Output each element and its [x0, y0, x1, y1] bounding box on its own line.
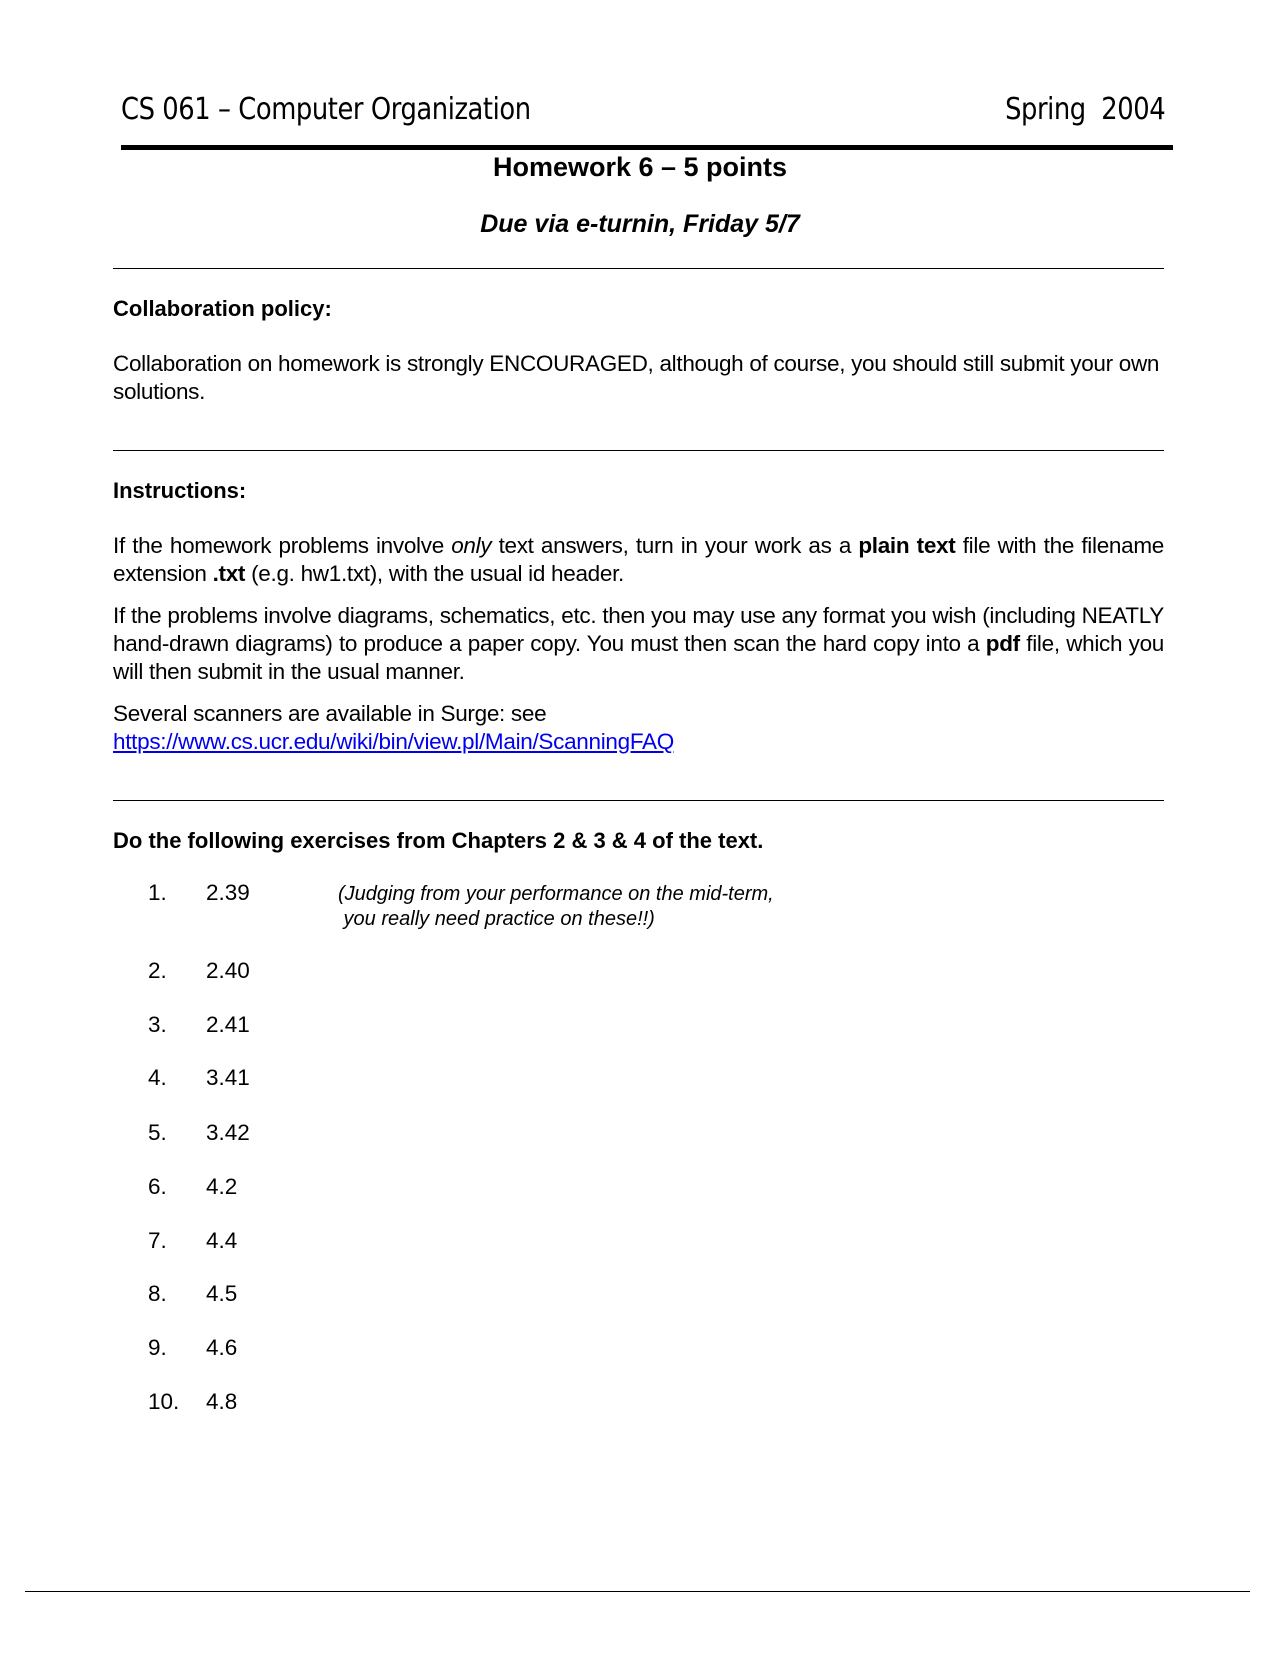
exercise-number: 1.	[148, 880, 167, 905]
header-rule	[121, 145, 1173, 150]
exercise-value: 4.4	[206, 1228, 238, 1253]
emphasis-pdf: pdf	[985, 631, 1020, 656]
exercise-item	[148, 1174, 237, 1200]
footer-rule	[25, 1591, 1250, 1592]
exercise-value: 2.41	[206, 1012, 250, 1037]
exercise-item	[148, 1228, 237, 1254]
term-label: Spring 2004	[1004, 92, 1165, 127]
text-run: text answers, turn in your work as a	[491, 533, 859, 558]
text-run: If the problems involve diagrams, schematics, etc. then you may use any format you wish (including NEATLY hand-drawn diagrams) to produce a paper copy. You must then scan the hard copy into a	[113, 603, 1164, 656]
exercise-item	[148, 1335, 237, 1361]
collaboration-heading: Collaboration policy:	[113, 296, 332, 321]
exercise-number: 2.	[148, 958, 167, 983]
exercise-value: 4.5	[206, 1281, 238, 1306]
text-run: (e.g. hw1.txt), with the usual id header.	[245, 561, 625, 586]
text-run: Several scanners are available in Surge: see	[113, 701, 547, 726]
scanning-faq-link[interactable]: https://www.cs.ucr.edu/wiki/bin/view.pl/Main/ScanningFAQ	[113, 729, 674, 754]
exercise-number: 9.	[148, 1335, 167, 1360]
exercise-value: 4.2	[206, 1174, 238, 1199]
emphasis-txt: .txt	[212, 561, 246, 586]
emphasis-only: only	[451, 533, 492, 558]
exercise-value: 4.6	[206, 1335, 238, 1360]
exercise-value: 4.8	[206, 1389, 238, 1414]
instructions-heading: Instructions:	[113, 478, 247, 503]
exercise-number: 7.	[148, 1228, 167, 1253]
exercise-number: 8.	[148, 1281, 167, 1306]
divider	[113, 450, 1164, 451]
exercise-number: 10.	[148, 1389, 180, 1414]
exercise-item	[148, 1065, 250, 1091]
text-run: If the homework problems involve	[113, 533, 452, 558]
exercise-item	[148, 1012, 250, 1038]
text-run: file with the filename extension	[113, 533, 1164, 586]
instructions-paragraph-2	[113, 602, 1164, 686]
due-date: Due via e-turnin, Friday 5/7	[480, 210, 800, 238]
exercise-item	[148, 1281, 237, 1307]
divider	[113, 268, 1164, 269]
exercise-item	[148, 880, 250, 906]
exercise-item	[148, 958, 250, 984]
exercise-number: 6.	[148, 1174, 167, 1199]
exercise-item	[148, 1120, 250, 1146]
divider	[113, 800, 1164, 801]
emphasis-plain-text: plain text	[858, 533, 956, 558]
exercise-value: 2.40	[206, 958, 250, 983]
exercise-number: 5.	[148, 1120, 167, 1145]
text-run: file, which you will then submit in the usual manner.	[113, 631, 1164, 684]
exercise-value: 3.41	[206, 1065, 250, 1090]
exercise-value: 3.42	[206, 1120, 250, 1145]
exercise-number: 3.	[148, 1012, 167, 1037]
exercise-value: 2.39	[206, 880, 250, 905]
exercise-note: (Judging from your performance on the mid-term, you really need practice on these!!)	[338, 883, 774, 930]
exercises-heading: Do the following exercises from Chapters 2 & 3 & 4 of the text.	[113, 828, 764, 853]
exercise-number: 4.	[148, 1065, 167, 1090]
course-title: CS 061 – Computer Organization	[121, 92, 531, 127]
homework-title: Homework 6 – 5 points	[492, 152, 788, 182]
instructions-paragraph-1	[113, 532, 1164, 588]
exercise-item	[148, 1389, 237, 1415]
instructions-paragraph-3	[113, 700, 1164, 756]
collaboration-text: Collaboration on homework is strongly ENCOURAGED, although of course, you should still submit your own solutions.	[113, 351, 1160, 404]
